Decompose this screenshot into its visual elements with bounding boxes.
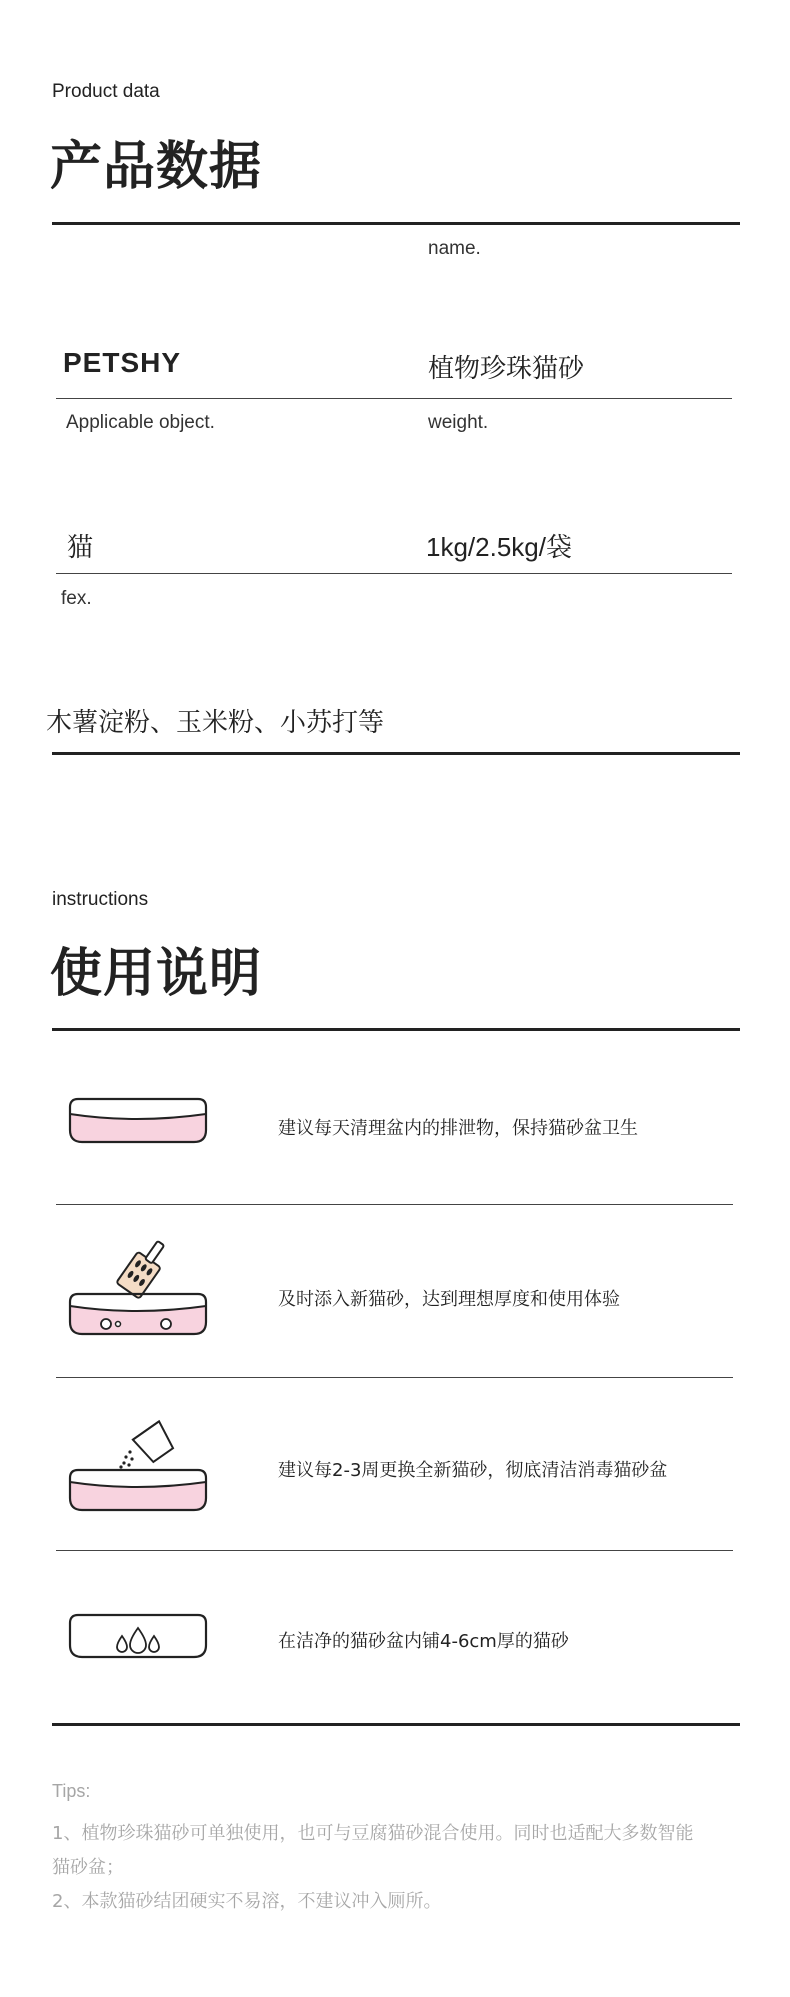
object-label: Applicable object. [66,412,215,433]
clean-tray-icon [66,1612,210,1660]
pour-litter-icon [66,1412,210,1516]
section-divider [52,222,740,225]
instruction-step-3: 建议每2-3周更换全新猫砂，彻底清洁消毒猫砂盆 [278,1460,668,1481]
fex-label: fex. [61,588,92,609]
row-divider [56,1204,733,1205]
instructions-title: 使用说明 [50,944,263,1004]
weight-label: weight. [428,412,489,433]
scoop-tray-icon [66,1240,210,1340]
object-value: 猫 [67,533,94,563]
tips-line-1-cont: 猫砂盆； [52,1857,124,1878]
instruction-step-1: 建议每天清理盆内的排泄物，保持猫砂盆卫生 [278,1118,638,1139]
product-subtitle: Product data [52,81,160,102]
tips-heading: Tips: [52,1781,91,1801]
section-divider [52,1028,740,1031]
row-divider [56,573,732,574]
name-value: 植物珍珠猫砂 [428,354,585,384]
name-label: name. [428,238,481,259]
instruction-step-4: 在洁净的猫砂盆内铺4-6cm厚的猫砂 [278,1631,569,1652]
instructions-subtitle: instructions [52,889,149,910]
fex-value: 木薯淀粉、玉米粉、小苏打等 [46,708,385,738]
row-divider [56,1377,733,1378]
section-divider [52,1723,740,1726]
instruction-step-2: 及时添入新猫砂，达到理想厚度和使用体验 [278,1289,620,1310]
tips-line-2: 2、本款猫砂结团硬实不易溶，不建议冲入厕所。 [52,1891,442,1912]
row-divider [56,1550,733,1551]
tips-line-1: 1、植物珍珠猫砂可单独使用，也可与豆腐猫砂混合使用。同时也适配大多数智能 [52,1823,694,1844]
weight-value: 1kg/2.5kg/袋 [426,532,572,562]
section-divider [52,752,740,755]
product-title: 产品数据 [50,137,263,197]
row-divider [56,398,732,399]
brand-name: PETSHY [63,347,182,378]
litter-tray-icon [66,1092,210,1146]
